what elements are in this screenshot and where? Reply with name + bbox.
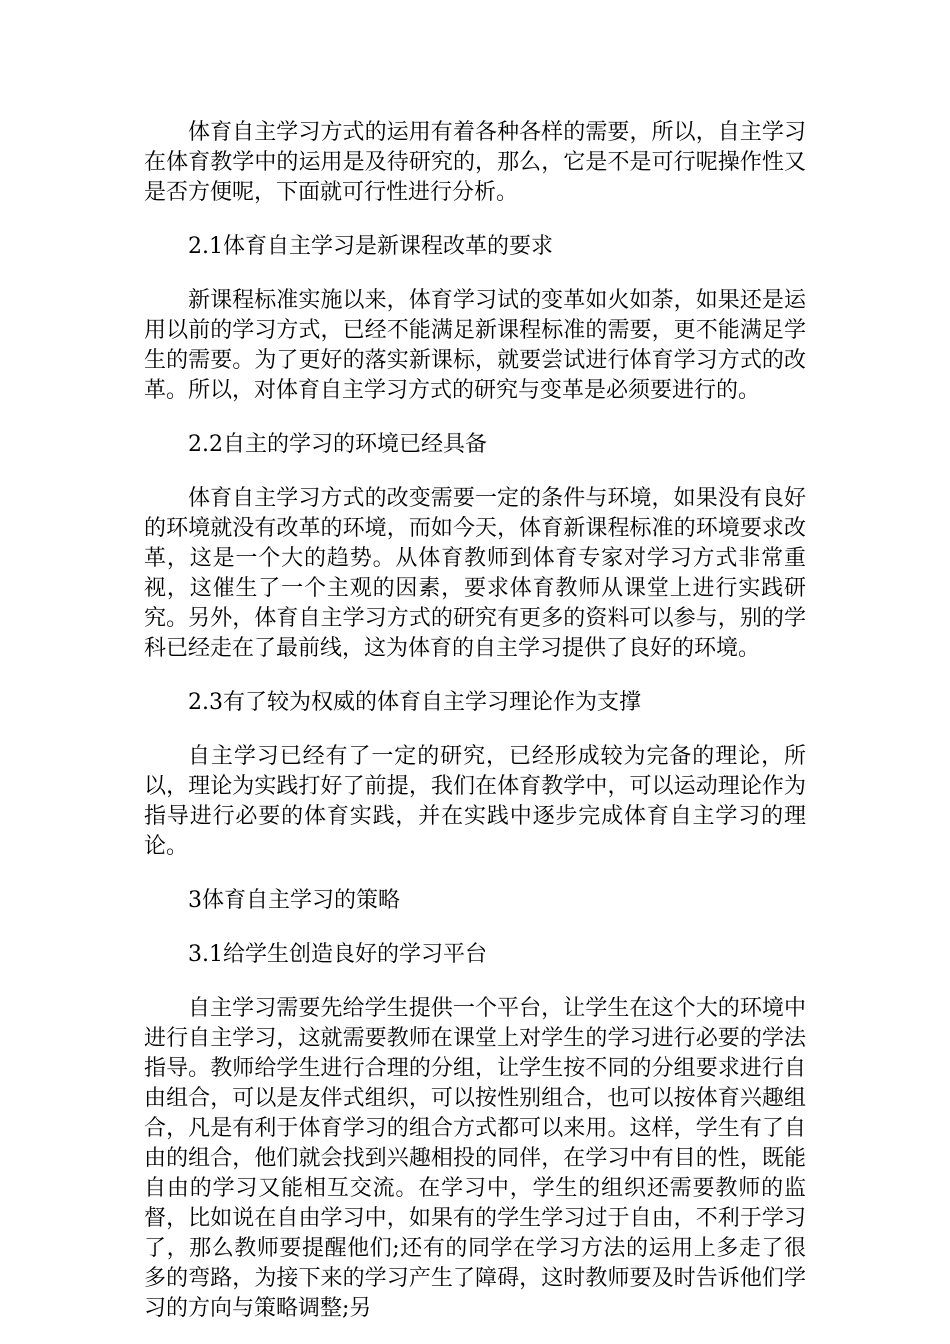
paragraph-curriculum-reform: 新课程标准实施以来，体育学习试的变革如火如荼，如果还是运用以前的学习方式，已经不能满足新课程标准的需要，更不能满足学生的需要。为了更好的落实新课标，就要尝试进行体育学习方式的改革。所以，对体育自主学习方式的研究与变革是必须要进行的。 xyxy=(144,288,806,403)
heading-3-1: 3.1给学生创造良好的学习平台 xyxy=(188,942,487,967)
heading-2-1: 2.1体育自主学习是新课程改革的要求 xyxy=(188,234,553,259)
paragraph-learning-platform: 自主学习需要先给学生提供一个平台，让学生在这个大的环境中进行自主学习，这就需要教师在课堂上对学生的学习进行必要的学法指导。教师给学生进行合理的分组，让学生按不同的分组要求进行自由组合，可以是友伴式组织，可以按性别组合，也可以按体育兴趣组合，凡是有利于体育学习的组合方式都可以来用。这样，学生有了自由的组合，他们就会找到兴趣相投的同伴，在学习中有目的性，既能自由的学习又能相互交流。在学习中，学生的组织还需要教师的监督，比如说在自由学习中，如果有的学生学习过于自由，不利于学习了，那么教师要提醒他们;还有的同学在学习方法的运用上多走了很多的弯路，为接下来的学习产生了障碍，这时教师要及时告诉他们学习的方向与策略调整;另 xyxy=(144,996,806,1321)
paragraph-theory-support: 自主学习已经有了一定的研究，已经形成较为完备的理论，所以，理论为实践打好了前提，我们在体育教学中，可以运动理论作为指导进行必要的体育实践，并在实践中逐步完成体育自主学习的理论。 xyxy=(144,744,806,859)
heading-2-3: 2.3有了较为权威的体育自主学习理论作为支撑 xyxy=(188,690,641,715)
document-body xyxy=(144,118,806,1324)
heading-3: 3体育自主学习的策略 xyxy=(188,888,400,913)
heading-2-2: 2.2自主的学习的环境已经具备 xyxy=(188,432,487,457)
paragraph-feasibility-intro: 体育自主学习方式的运用有着各种各样的需要，所以，自主学习在体育教学中的运用是及待研究的，那么，它是不是可行呢操作性又是否方便呢，下面就可行性进行分析。 xyxy=(144,120,806,205)
paragraph-environment: 体育自主学习方式的改变需要一定的条件与环境，如果没有良好的环境就没有改革的环境，而如今天，体育新课程标准的环境要求改革，这是一个大的趋势。从体育教师到体育专家对学习方式非常重视，这催生了一个主观的因素，要求体育教师从课堂上进行实践研究。另外，体育自主学习方式的研究有更多的资料可以参与，别的学科已经走在了最前线，这为体育的自主学习提供了良好的环境。 xyxy=(144,486,806,661)
